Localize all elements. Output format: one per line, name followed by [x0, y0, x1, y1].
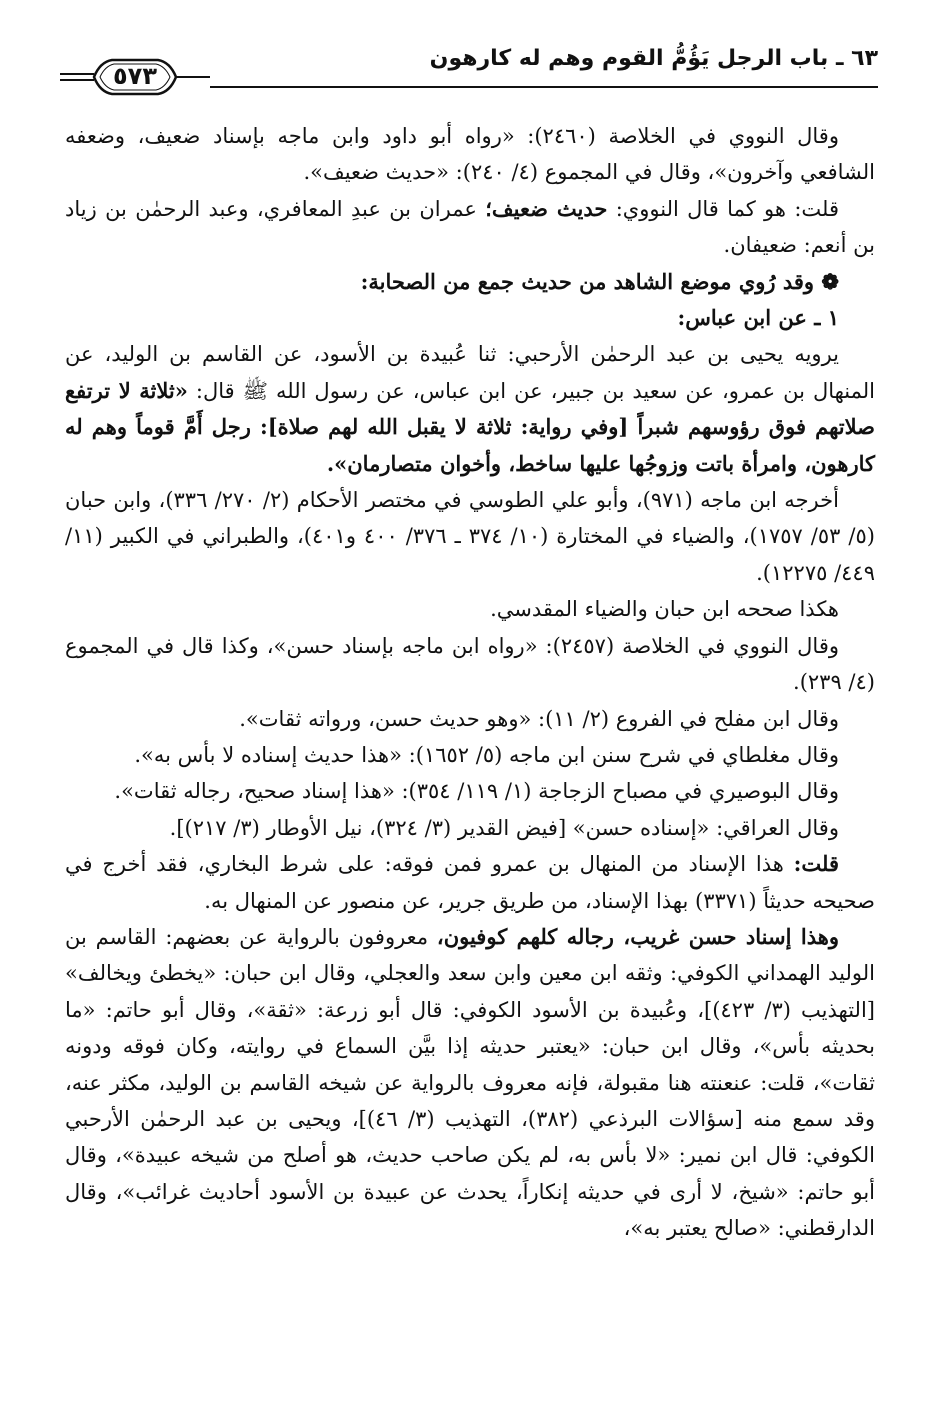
- text-segment: وقال البوصيري في مصباح الزجاجة (١/ ١١٩/ ٣٥٤): «هذا إسناد صحيح، رجاله ثقات».: [114, 779, 839, 804]
- paragraph: [65, 810, 875, 846]
- text-segment: يرويه يحيى بن عبد الرحمٰن الأرحبي: ثنا عُبيدة بن الأسود، عن القاسم بن الوليد، عن المنهال بن عمرو، عن سعيد بن جبير، عن ابن عباس، عن رسول الله ﷺ قال:: [65, 342, 876, 403]
- text-segment: هذا الإسناد من المنهال بن عمرو فمن فوقه: على شرط البخاري، فقد أخرج في صحيحه حديثاً (٣٣٧١) بهذا الإسناد، من طريق جرير، عن منصور عن المنهال به.: [65, 852, 875, 913]
- text-segment: وقال النووي في الخلاصة (٢٤٦٠): «رواه أبو داود وابن ماجه بإسناد ضعيف، وضعفه الشافعي وآخرون»، وقال في المجموع (٤/ ٢٤٠): «حديث ضعيف».: [65, 124, 875, 185]
- paragraph: [65, 701, 875, 737]
- paragraph: [65, 336, 875, 482]
- text-segment: عمران بن عبدِ المعافري، وعبد الرحمٰن بن زياد بن أنعم: ضعيفان.: [65, 196, 875, 258]
- text-segment: معروفون بالرواية عن بعضهم: القاسم بن الوليد الهمداني الكوفي: وثقه ابن معين وابن سعد والعجلي، وقال ابن حبان: «يخطئ ويخالف» [التهذيب (٣/ ٤٢٣)]، وعُبيدة بن الأسود الكوفي: قال أبو زرعة: «ثقة»، وقال أبو حاتم: «ما بحديثه بأس»، وقال ابن حبان: «يعتبر حديثه إذا بيَّن السماع في روايته، وكان فوقه ودونه ثقات»، قلت: عنعنته هنا مقبولة، فإنه معروف بالرواية عن شيخه القاسم بن الوليد، مكثر عنه، وقد سمع منه [سؤالات البرذعي (٣٨٢)، التهذيب (٣/ ٤٦)]، ويحيى بن عبد الرحمٰن الأرحبي الكوفي: قال ابن نمير: «لا بأس به، لم يكن صاحب حديث، هو أصلح من شيخه عبيدة»، وقال أبو حاتم: «شيخ، لا أرى في حديثه إنكاراً، يحدث عن عبيدة بن الأسود أحاديث غرائب»، وقال الدارقطني: «صالح يعتبر به»،: [65, 924, 875, 1241]
- paragraph: [65, 773, 875, 809]
- paragraph: [65, 300, 875, 336]
- paragraph: [65, 264, 875, 300]
- paragraph: [65, 591, 875, 627]
- bold-text-segment: «ثلاثة لا ترتفع صلاتهم فوق رؤوسهم شبراً [وفي رواية: ثلاثة لا يقبل الله لهم صلاة]: رجل أَمَّ قوماً وهم له كارهون، وامرأة باتت وزوجُها عليها ساخط، وأخوان متصارمان».: [65, 377, 875, 476]
- paragraph: [65, 118, 875, 191]
- text-segment: قلت: هو كما قال النووي:: [607, 196, 839, 221]
- bold-text-segment: ١ ـ عن ابن عباس:: [677, 305, 839, 331]
- paragraph: [65, 919, 875, 1247]
- page-header: [60, 40, 878, 110]
- bold-text-segment: حديث ضعيف؛: [485, 195, 608, 221]
- text-segment: وقال ابن مفلح في الفروع (٢/ ١١): «وهو حديث حسن، ورواته ثقات».: [239, 706, 839, 731]
- paragraph: [65, 846, 875, 919]
- bold-text-segment: قلت:: [793, 851, 839, 877]
- paragraph: [65, 482, 875, 591]
- paragraph: [65, 191, 875, 264]
- text-segment: وقال العراقي: «إسناده حسن» [فيض القدير (٣/ ٣٢٤)، نيل الأوطار (٣/ ٢١٧)].: [169, 815, 839, 840]
- paragraph: [65, 737, 875, 773]
- header-rule: [210, 86, 878, 88]
- text-segment: وقال النووي في الخلاصة (٢٤٥٧): «رواه ابن ماجه بإسناد حسن»، وكذا قال في المجموع (٤/ ٢٣٩).: [65, 633, 875, 695]
- running-title: ٦٣ ـ باب الرجل يَؤُمُّ القوم وهم له كارهون: [429, 46, 878, 71]
- page-number: ٥٧٣: [113, 62, 157, 90]
- page-number-ornament: [60, 54, 210, 100]
- body-text: [65, 118, 875, 1247]
- text-segment: أخرجه ابن ماجه (٩٧١)، وأبو علي الطوسي في مختصر الأحكام (٢/ ٢٧٠/ ٣٣٦)، وابن حبان (٥/ ٥٣/ ١٧٥٧)، والضياء في المختارة (١٠/ ٣٧٤ ـ ٣٧٦/ ٤٠٠ و٤٠١)، والطبراني في الكبير (١١/ ٤٤٩/ ١٢٢٧٥).: [65, 488, 875, 585]
- text-segment: وقال مغلطاي في شرح سنن ابن ماجه (٥/ ١٦٥٢): «هذا حديث إسناده لا بأس به».: [134, 742, 839, 767]
- bold-text-segment: ❁ وقد رُوي موضع الشاهد من حديث جمع من الصحابة:: [360, 268, 839, 294]
- paragraph: [65, 628, 875, 701]
- text-segment: هكذا صححه ابن حبان والضياء المقدسي.: [490, 597, 839, 622]
- bold-text-segment: وهذا إسناد حسن غريب، رجاله كلهم كوفيون،: [436, 923, 839, 949]
